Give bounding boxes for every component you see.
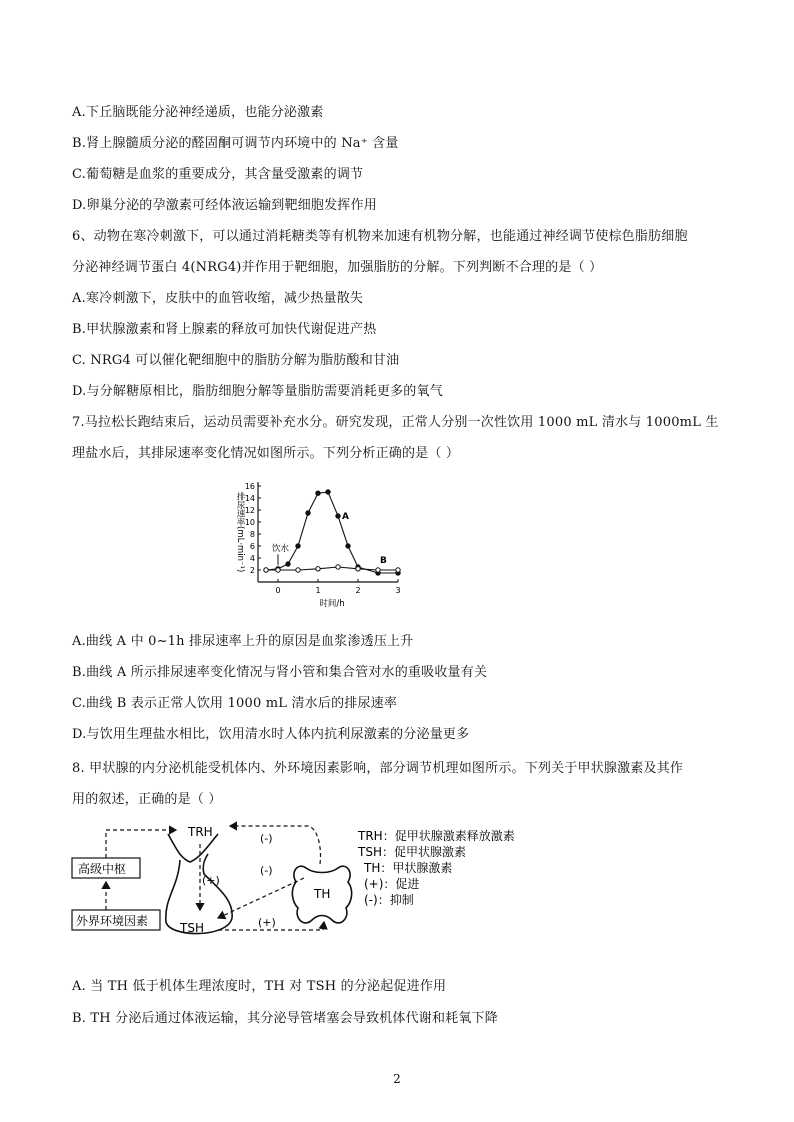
urination-rate-chart xyxy=(230,478,410,608)
tsh-label: TSH xyxy=(180,921,204,935)
data-point-B xyxy=(336,565,340,569)
option-b-q8: B. TH 分泌后通过体液运输，其分泌导管堵塞会导致机体代谢和耗氧下降 xyxy=(72,1011,498,1026)
option-d-q7: D.与饮用生理盐水相比，饮用清水时人体内抗利尿激素的分泌量更多 xyxy=(72,727,470,742)
data-point-A xyxy=(336,514,340,518)
x-tick-label: 3 xyxy=(395,586,401,595)
environment-label: 外界环境因素 xyxy=(76,914,149,928)
data-point-B xyxy=(376,568,380,572)
data-point-B xyxy=(396,568,400,572)
drink-annotation: 饮水 xyxy=(272,543,290,554)
data-point-A xyxy=(326,490,330,494)
trh-label: TRH xyxy=(188,825,213,839)
legend-plus: (+)：促进 xyxy=(364,877,420,891)
option-a-q6: A.寒冷刺激下，皮肤中的血管收缩，减少热量散失 xyxy=(72,291,364,306)
chart-axes xyxy=(235,482,401,608)
legend-trh: TRH：促甲状腺激素释放激素 xyxy=(358,829,515,843)
series-label-B: B xyxy=(380,555,387,566)
y-tick-label: 16 xyxy=(244,482,255,491)
y-tick-label: 10 xyxy=(244,518,255,527)
data-point-A xyxy=(286,562,290,566)
minus-sign-1: (-) xyxy=(260,832,273,845)
option-a-q7: A.曲线 A 中 0~1h 排尿速率上升的原因是血浆渗透压上升 xyxy=(72,634,414,649)
y-axis-label: 排尿速率(mL·min⁻¹) xyxy=(235,492,245,573)
data-point-A xyxy=(316,491,320,495)
option-a-q8: A. 当 TH 低于机体生理浓度时，TH 对 TSH 的分泌起促进作用 xyxy=(72,979,447,994)
y-tick-label: 6 xyxy=(249,542,255,551)
data-point-A xyxy=(306,511,310,515)
legend-tsh: TSH：促甲状腺激素 xyxy=(358,845,466,859)
series-label-A: A xyxy=(342,512,349,522)
legend-th: TH：甲状腺激素 xyxy=(364,861,453,875)
thyroid-regulation-diagram xyxy=(68,818,538,943)
minus-sign-2: (-) xyxy=(260,864,273,877)
data-point-B xyxy=(264,568,268,572)
data-point-A xyxy=(296,544,300,548)
question-7-line-1: 7.马拉松长跑结束后，运动员需要补充水分。研究发现，正常人分别一次性饮用 1000 mL 清水与 1000mL 生 xyxy=(72,415,719,430)
question-7-line-2: 理盐水后，其排尿速率变化情况如图所示。下列分析正确的是（ ） xyxy=(72,446,460,461)
option-a-q5: A.下丘脑既能分泌神经递质，也能分泌激素 xyxy=(72,105,324,120)
data-point-B xyxy=(316,567,320,571)
data-point-B xyxy=(356,567,360,571)
th-to-pituitary-feedback xyxy=(218,878,304,918)
page-number: 2 xyxy=(393,1072,401,1086)
higher-center-label: 高级中枢 xyxy=(78,862,127,876)
x-tick-label: 0 xyxy=(275,586,281,595)
y-tick-label: 4 xyxy=(249,554,255,563)
x-tick-label: 2 xyxy=(355,586,361,595)
y-tick-label: 12 xyxy=(244,506,255,515)
option-d-q5: D.卵巢分泌的孕激素可经体液运输到靶细胞发挥作用 xyxy=(72,198,377,213)
y-tick-label: 2 xyxy=(249,566,255,575)
x-tick-label: 1 xyxy=(315,586,321,595)
plus-sign-1: (+) xyxy=(202,874,220,887)
th-label: TH xyxy=(314,887,331,901)
center-to-trh-arrow xyxy=(106,830,176,858)
option-c-q6: C. NRG4 可以催化靶细胞中的脂肪分解为脂肪酸和甘油 xyxy=(72,353,400,368)
x-axis-label: 时间/h xyxy=(319,599,345,608)
data-point-B xyxy=(276,568,280,572)
data-point-A xyxy=(346,544,350,548)
series-line-A xyxy=(266,492,398,573)
question-8-line-2: 用的叙述，正确的是（ ） xyxy=(72,792,222,807)
th-to-trh-feedback xyxy=(230,826,321,864)
option-d-q6: D.与分解糖原相比，脂肪细胞分解等量脂肪需要消耗更多的氧气 xyxy=(72,384,443,399)
chart-series xyxy=(264,490,400,575)
y-tick-label: 14 xyxy=(244,494,255,503)
option-c-q5: C.葡萄糖是血浆的重要成分，其含量受激素的调节 xyxy=(72,167,364,182)
option-b-q5: B.肾上腺髓质分泌的醛固酮可调节内环境中的 Na⁺ 含量 xyxy=(72,136,399,151)
question-6-line-2: 分泌神经调节蛋白 4(NRG4)并作用于靶细胞，加强脂肪的分解。下列判断不合理的是（ ） xyxy=(72,260,603,275)
data-point-B xyxy=(296,568,300,572)
option-c-q7: C.曲线 B 表示正常人饮用 1000 mL 清水后的排尿速率 xyxy=(72,696,398,711)
plus-sign-2: (+) xyxy=(258,916,276,929)
question-8-line-1: 8. 甲状腺的内分泌机能受机体内、外环境因素影响，部分调节机理如图所示。下列关于甲状腺激素及其作 xyxy=(72,761,684,776)
legend-minus: (-)：抑制 xyxy=(364,893,414,907)
option-b-q6: B.甲状腺激素和肾上腺素的释放可加快代谢促进产热 xyxy=(72,322,377,337)
question-6-line-1: 6、动物在寒冷刺激下，可以通过消耗糖类等有机物来加速有机物分解，也能通过神经调节使棕色脂肪细胞 xyxy=(72,229,688,244)
option-b-q7: B.曲线 A 所示排尿速率变化情况与肾小管和集合管对水的重吸收量有关 xyxy=(72,665,488,680)
y-tick-label: 8 xyxy=(249,530,255,539)
